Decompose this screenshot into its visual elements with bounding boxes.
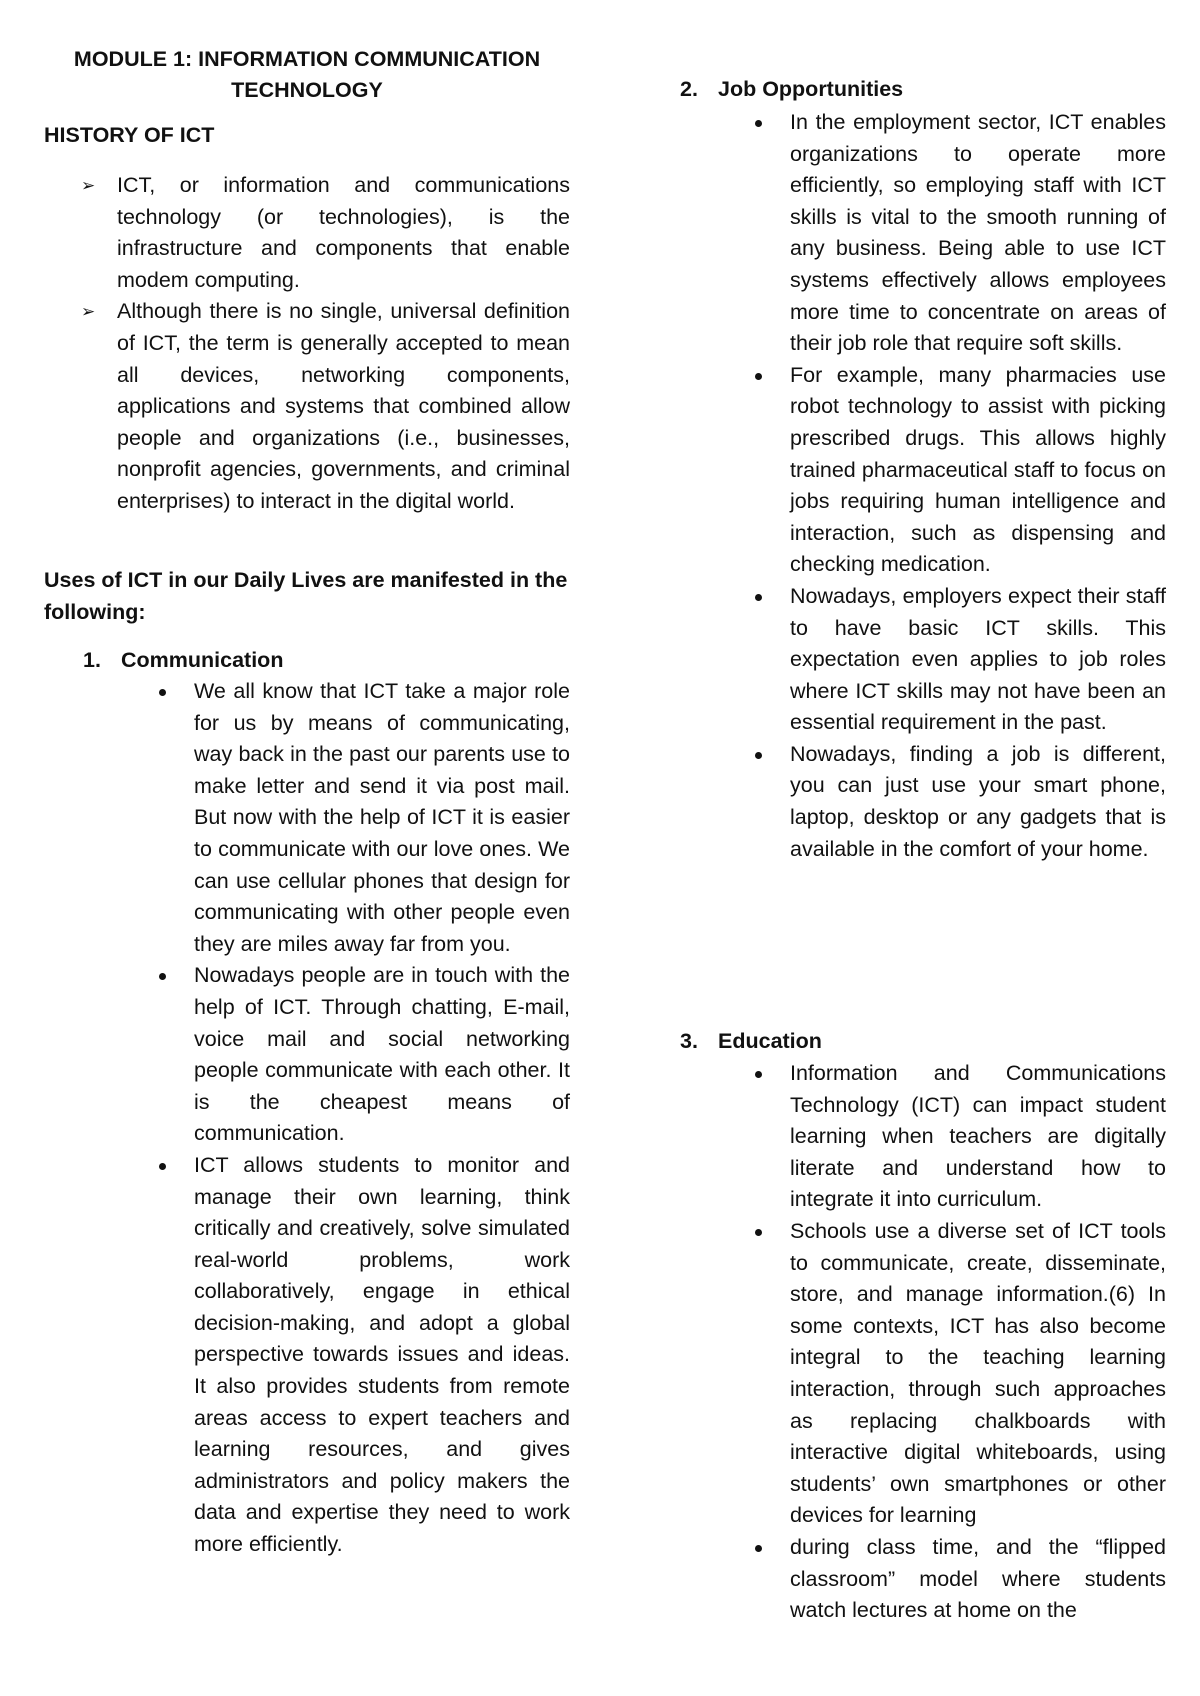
bullet-dot-icon (755, 1229, 762, 1236)
list-item (680, 1058, 1166, 1216)
history-point-text: ICT, or information and communications technology (or technologies), is the infrastructure and components that enable modem computing. (117, 173, 570, 292)
history-point (44, 296, 570, 517)
bullet-dot-icon (755, 373, 762, 380)
list-item-text: ICT allows students to monitor and manage their own learning, think critically and creatively, solve simulated real-world problems, work collaboratively, engage in ethical decision-making, and adopt a global perspective towards issues and ideas. It also provides students from remote areas access to expert teachers and learning resources, and gives administrators and policy makers the data and expertise they need to work more efficiently. (194, 1152, 570, 1557)
list-item (44, 676, 570, 960)
history-point (44, 170, 570, 296)
section-title: Communication (121, 648, 284, 672)
bullet-dot-icon (755, 1071, 762, 1078)
section-number: 1. (83, 648, 101, 672)
list-item-text: Nowadays, employers expect their staff to have basic ICT skills. This expectation even applies to job roles where ICT skills may not have been an essential requirement in the past. (790, 583, 1166, 735)
list-item-text: Nowadays, finding a job is different, you can just use your smart phone, laptop, desktop or any gadgets that is available in the comfort of your home. (790, 741, 1166, 861)
list-item (680, 581, 1166, 739)
bullet-dot-icon (159, 689, 166, 696)
section-number: 3. (680, 1029, 698, 1053)
module-title (44, 44, 570, 106)
list-item (680, 1532, 1166, 1627)
history-heading: HISTORY OF ICT (44, 123, 215, 147)
bullet-dot-icon (755, 752, 762, 759)
bullet-dot-icon (755, 594, 762, 601)
list-item-text: Schools use a diverse set of ICT tools to communicate, create, disseminate, store, and manage information.(6) In some contexts, ICT has also become integral to the teaching learning interaction, through such approaches as replacing chalkboards with interactive digital whiteboards, using students’ own smartphones or other devices for learning (790, 1218, 1166, 1528)
communication-bullets (44, 676, 570, 1561)
list-item (44, 1150, 570, 1561)
list-item (680, 739, 1166, 865)
bullet-dot-icon (159, 1163, 166, 1170)
list-item-text: during class time, and the “flipped classroom” model where students watch lectures at home on the (790, 1534, 1166, 1623)
list-item-text: In the employment sector, ICT enables organizations to operate more efficiently, so employing staff with ICT skills is vital to the smooth running of any business. Being able to use ICT systems effectively allows employees more time to concentrate on areas of their job role that require soft skills. (790, 110, 1166, 356)
section-heading-job-opportunities (680, 74, 903, 106)
list-item-text: We all know that ICT take a major role for us by means of communicating, way back in the past our parents use to make letter and send it via post mail. But now with the help of ICT it is easier to communicate with our love ones. We can use cellular phones that design for communicating with other people even they are miles away far from you. (194, 679, 570, 956)
job-opportunities-bullets (680, 107, 1166, 865)
module-title-line-2: TECHNOLOGY (231, 78, 383, 102)
uses-heading: Uses of ICT in our Daily Lives are manifested in the following: (44, 568, 568, 624)
section-heading-education (680, 1026, 822, 1058)
list-item (680, 1216, 1166, 1532)
section-number: 2. (680, 77, 698, 101)
list-item (680, 360, 1166, 581)
list-item-text: Nowadays people are in touch with the help of ICT. Through chatting, E-mail, voice mail and social networking people communicate with each other. It is the cheapest means of communication. (194, 963, 570, 1146)
bullet-dot-icon (755, 120, 762, 127)
bullet-dot-icon (755, 1545, 762, 1552)
list-item (44, 960, 570, 1150)
list-item (680, 107, 1166, 360)
section-title: Job Opportunities (718, 77, 904, 101)
history-list (44, 170, 570, 518)
education-bullets (680, 1058, 1166, 1627)
bullet-dot-icon (159, 973, 166, 980)
list-item-text: For example, many pharmacies use robot technology to assist with picking prescribed drugs. This allows highly trained pharmaceutical staff to focus on jobs requiring human intelligence and interaction, such as dispensing and checking medication. (790, 362, 1166, 577)
arrow-bullet-icon: ➢ (81, 302, 96, 322)
module-title-line-1: MODULE 1: INFORMATION COMMUNICATION (73, 47, 541, 71)
history-point-text: Although there is no single, universal definition of ICT, the term is generally accepted to mean all devices, networking components, applications and systems that combined allow people and organizations (i.e., businesses, nonprofit agencies, governments, and criminal enterprises) to interact in the digital world. (117, 299, 570, 513)
arrow-bullet-icon: ➢ (81, 176, 96, 195)
section-heading-communication (83, 645, 283, 677)
list-item-text: Information and Communications Technology (ICT) can impact student learning when teachers are digitally literate and understand how to integrate it into curriculum. (790, 1061, 1166, 1212)
section-title: Education (718, 1029, 822, 1053)
